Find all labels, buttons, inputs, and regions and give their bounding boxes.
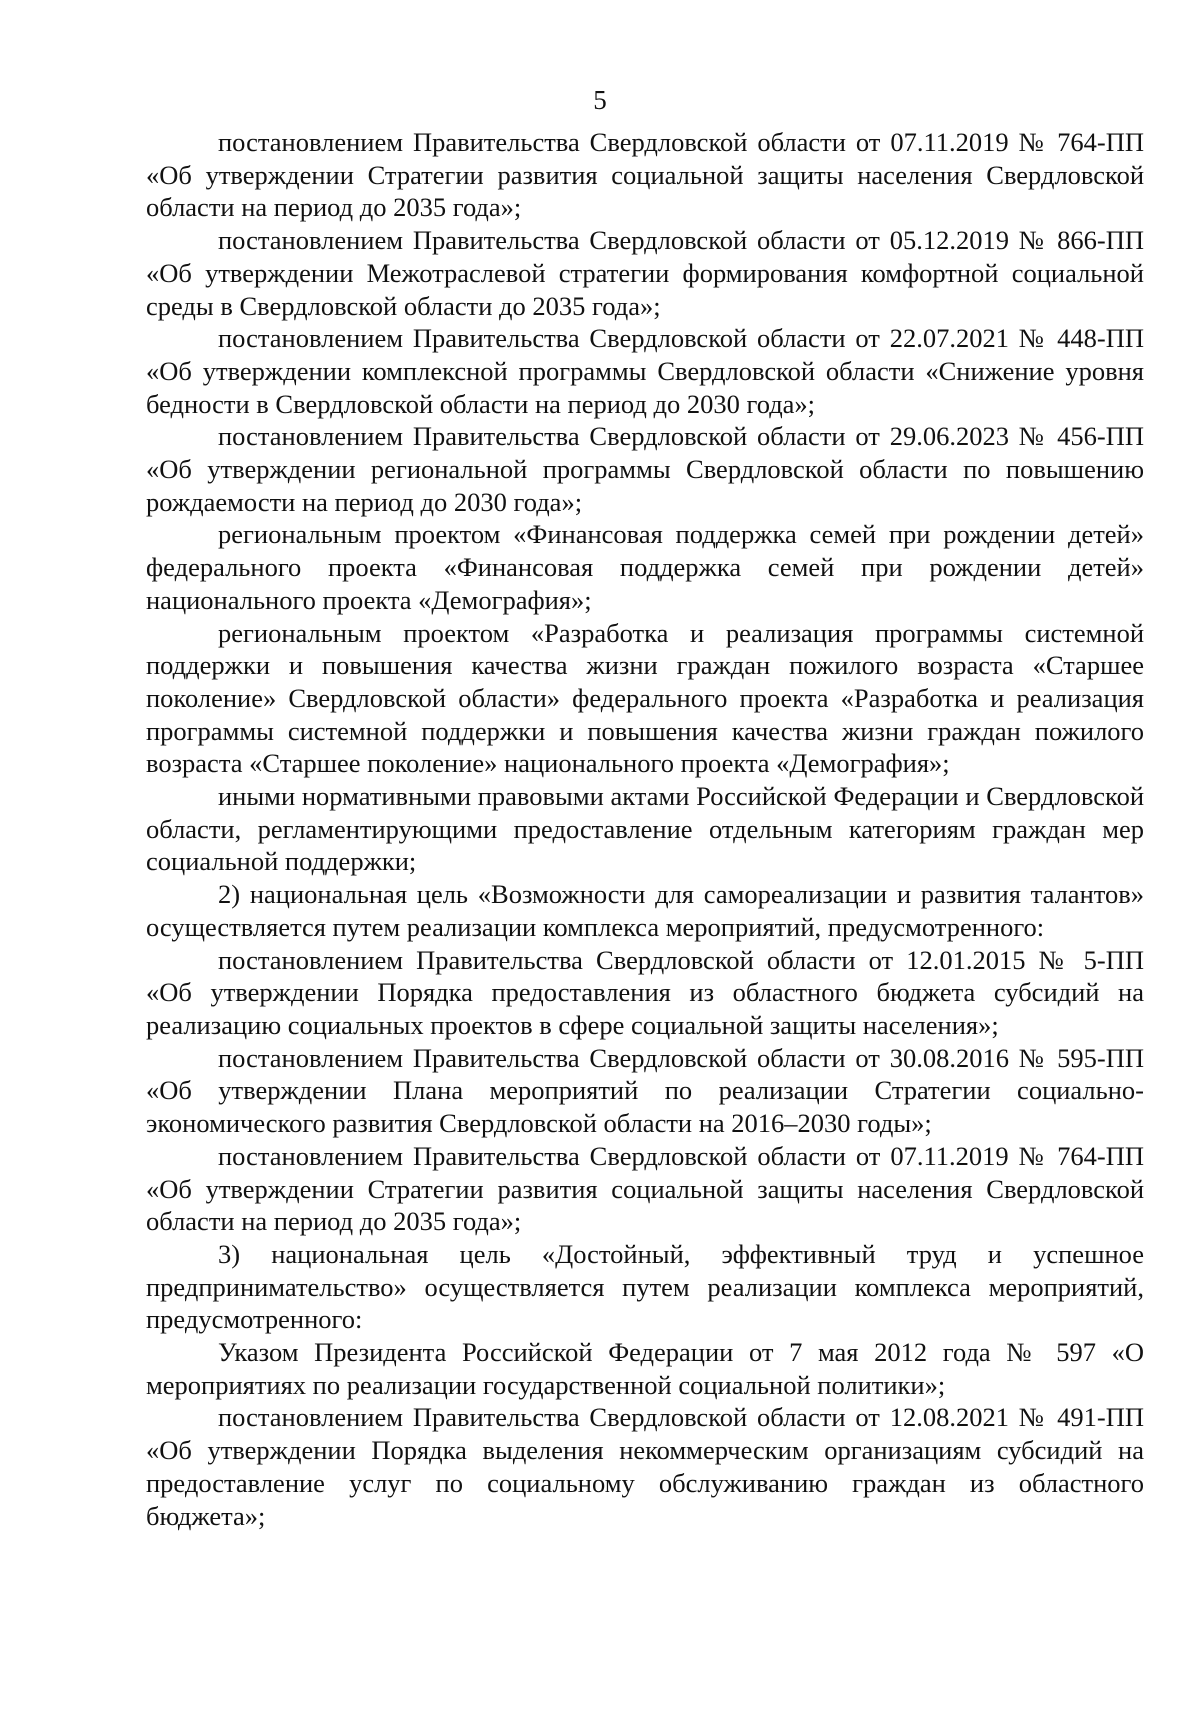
paragraph: постановлением Правительства Свердловской области от 07.11.2019 № 764-ПП «Об утверждении Стратегии развития социальной защиты населения Свердловской области на период до 2035 года»; [146, 1140, 1144, 1237]
paragraph: региональным проектом «Финансовая поддержка семей при рождении детей» федерального проекта «Финансовая поддержка семей при рождении детей» национального проекта «Демография»; [146, 519, 1144, 615]
document-body [146, 126, 1144, 1532]
paragraph: региональным проектом «Разработка и реализация программы системной поддержки и повышения качества жизни граждан пожилого возраста «Старшее поколение» Свердловской области» федерального проекта «Разработка и реализация программы системной поддержки и повышения качества жизни граждан пожилого возраста «Старшее поколение» национального проекта «Демография»; [146, 617, 1144, 779]
paragraph: постановлением Правительства Свердловской области от 29.06.2023 № 456-ПП «Об утверждении региональной программы Свердловской области по повышению рождаемости на период до 2030 года»; [146, 421, 1144, 517]
paragraph: 2) национальная цель «Возможности для самореализации и развития талантов» осуществляется путем реализации комплекса мероприятий, предусмотренного: [146, 879, 1144, 942]
paragraph: Указом Президента Российской Федерации от 7 мая 2012 года № 597 «О мероприятиях по реализации государственной социальной политики»; [146, 1337, 1144, 1400]
paragraph: постановлением Правительства Свердловской области от 05.12.2019 № 866-ПП «Об утверждении Межотраслевой стратегии формирования комфортной социальной среды в Свердловской области до 2035 года»; [146, 225, 1144, 321]
paragraph: иными нормативными правовыми актами Российской Федерации и Свердловской области, регламентирующими предоставление отдельным категориям граждан мер социальной поддержки; [146, 781, 1144, 877]
paragraph: постановлением Правительства Свердловской области от 22.07.2021 № 448-ПП «Об утверждении комплексной программы Свердловской области «Снижение уровня бедности в Свердловской области на период до 2030 года»; [146, 323, 1144, 419]
paragraph: 3) национальная цель «Достойный, эффективный труд и успешное предпринимательство» осуществляется путем реализации комплекса мероприятий, предусмотренного: [146, 1238, 1144, 1335]
page-number: 5 [593, 85, 607, 115]
paragraph: постановлением Правительства Свердловской области от 07.11.2019 № 764-ПП «Об утверждении Стратегии развития социальной защиты населения Свердловской области на период до 2035 года»; [146, 127, 1144, 223]
paragraph: постановлением Правительства Свердловской области от 12.01.2015 № 5-ПП «Об утверждении Порядка предоставления из областного бюджета субсидий на реализацию социальных проектов в сфере социальной защиты населения»; [146, 944, 1144, 1040]
paragraph: постановлением Правительства Свердловской области от 30.08.2016 № 595-ПП «Об утверждении Плана мероприятий по реализации Стратегии социально-экономического развития Свердловской области на 2016–2030 годы»; [146, 1042, 1144, 1139]
paragraph: постановлением Правительства Свердловской области от 12.08.2021 № 491-ПП «Об утверждении Порядка выделения некоммерческим организациям субсидий на предоставление услуг по социальному обслуживанию граждан из областного бюджета»; [146, 1402, 1144, 1531]
